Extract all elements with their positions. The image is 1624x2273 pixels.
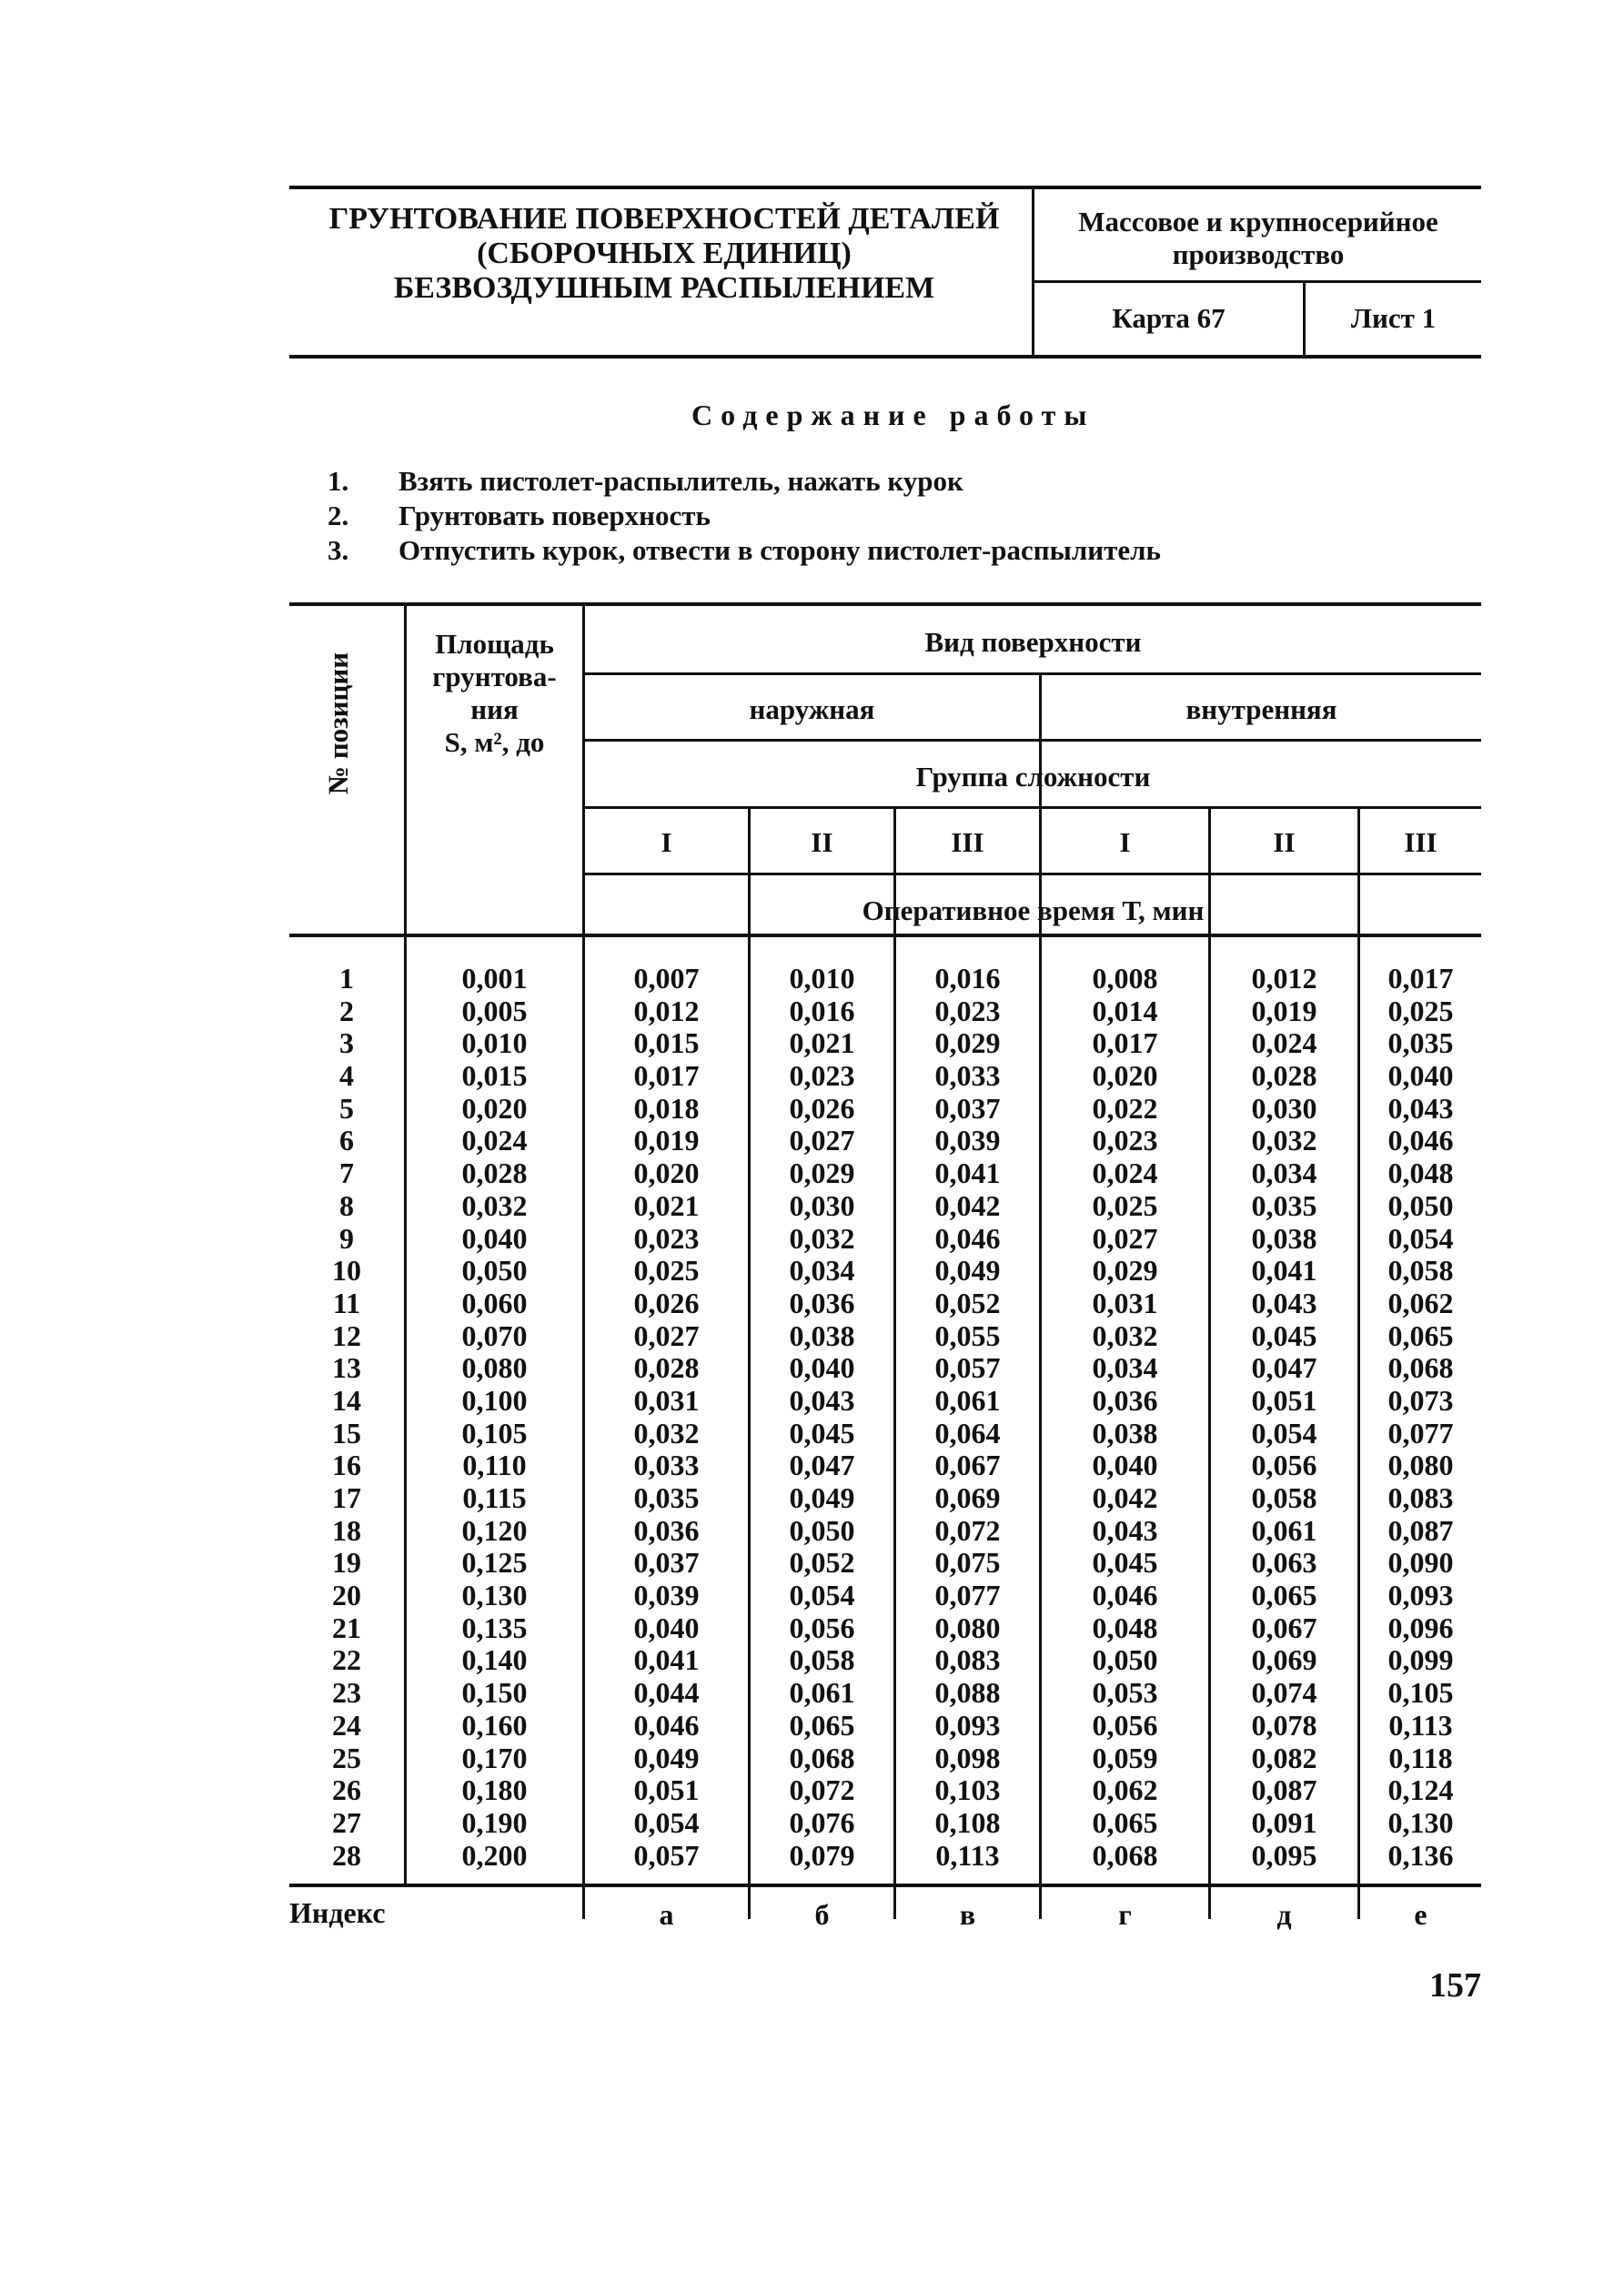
area-cell: 0,125 <box>461 1546 528 1580</box>
time-cell: 0,049 <box>633 1741 700 1774</box>
time-cell: 0,090 <box>1387 1546 1454 1580</box>
group-header: II <box>811 826 833 858</box>
time-cell: 0,031 <box>633 1383 700 1417</box>
time-cell: 0,047 <box>1251 1351 1317 1385</box>
area-cell: 0,060 <box>461 1286 528 1319</box>
work-step <box>328 499 1161 533</box>
time-cell: 0,093 <box>1387 1579 1454 1612</box>
time-cell: 0,056 <box>789 1611 855 1644</box>
area-cell: 0,100 <box>461 1383 528 1417</box>
time-cell: 0,062 <box>1092 1773 1158 1807</box>
time-cell: 0,042 <box>1092 1481 1158 1514</box>
time-cell: 0,048 <box>1092 1611 1158 1644</box>
time-cell: 0,015 <box>633 1026 700 1060</box>
time-cell: 0,063 <box>1251 1546 1317 1580</box>
time-cell: 0,049 <box>789 1481 855 1514</box>
time-cell: 0,082 <box>1251 1741 1317 1774</box>
area-column <box>407 963 582 1872</box>
area-cell: 0,032 <box>461 1188 528 1222</box>
time-cell: 0,087 <box>1251 1773 1317 1807</box>
card-title <box>300 202 1028 306</box>
time-cell: 0,054 <box>789 1579 855 1612</box>
time-cell: 0,040 <box>1387 1059 1454 1093</box>
time-cell: 0,062 <box>1387 1286 1454 1319</box>
position-cell: 1 <box>339 962 354 995</box>
time-cell: 0,037 <box>934 1091 1001 1125</box>
time-cell: 0,032 <box>1251 1124 1317 1157</box>
time-cell: 0,014 <box>1092 994 1158 1027</box>
time-cell: 0,072 <box>934 1513 1001 1547</box>
time-cell: 0,065 <box>1387 1318 1454 1352</box>
time-cell: 0,077 <box>934 1579 1001 1612</box>
position-cell: 28 <box>332 1838 361 1872</box>
work-step-number: 1. <box>328 465 349 497</box>
table-top-rule <box>289 602 1481 606</box>
area-cell: 0,010 <box>461 1026 528 1060</box>
time-cell: 0,020 <box>633 1157 700 1190</box>
area-header-line: S, м², до <box>444 726 545 758</box>
time-cell: 0,041 <box>633 1643 700 1677</box>
index-letter: в <box>959 1898 976 1931</box>
position-cell: 9 <box>339 1221 354 1255</box>
time-cell: 0,043 <box>1092 1513 1158 1547</box>
time-cell: 0,036 <box>1092 1383 1158 1417</box>
position-cell: 27 <box>332 1805 361 1839</box>
time-cell: 0,078 <box>1251 1708 1317 1742</box>
index-letter: г <box>1118 1898 1132 1931</box>
time-cell: 0,018 <box>633 1091 700 1125</box>
time-cell: 0,048 <box>1387 1157 1454 1190</box>
time-cell: 0,045 <box>789 1416 855 1450</box>
rule-below-complexity <box>582 806 1481 809</box>
card-title-line: (СБОРОЧНЫХ ЕДИНИЦ) <box>477 237 852 270</box>
time-cell: 0,103 <box>934 1773 1001 1807</box>
time-cell: 0,032 <box>1092 1318 1158 1352</box>
position-cell: 26 <box>332 1773 361 1807</box>
time-cell: 0,099 <box>1387 1643 1454 1677</box>
card-title-line: БЕЗВОЗДУШНЫМ РАСПЫЛЕНИЕМ <box>393 271 935 305</box>
position-cell: 8 <box>339 1188 354 1222</box>
area-cell: 0,170 <box>461 1741 528 1774</box>
time-cell: 0,056 <box>1251 1449 1317 1482</box>
time-cell: 0,023 <box>934 994 1001 1027</box>
time-cell: 0,052 <box>789 1546 855 1580</box>
time-cell: 0,088 <box>934 1676 1001 1710</box>
time-cell: 0,022 <box>1092 1091 1158 1125</box>
time-cell: 0,049 <box>934 1254 1001 1288</box>
time-cell: 0,028 <box>633 1351 700 1385</box>
time-cell: 0,032 <box>789 1221 855 1255</box>
time-cell: 0,035 <box>1251 1188 1317 1222</box>
time-cell: 0,044 <box>633 1676 700 1710</box>
time-cell: 0,105 <box>1387 1676 1454 1710</box>
area-cell: 0,115 <box>462 1481 527 1514</box>
time-cell: 0,093 <box>934 1708 1001 1742</box>
time-cell: 0,051 <box>633 1773 700 1807</box>
time-cell: 0,058 <box>1251 1481 1317 1514</box>
header-right-split <box>1032 280 1481 283</box>
time-cell: 0,029 <box>789 1157 855 1190</box>
position-cell: 6 <box>339 1124 354 1157</box>
time-cell: 0,020 <box>1092 1059 1158 1093</box>
time-cell: 0,067 <box>934 1449 1001 1482</box>
position-cell: 15 <box>332 1416 361 1450</box>
position-cell: 22 <box>332 1643 361 1677</box>
card-number: Карта 67 <box>1112 302 1226 334</box>
time-cell: 0,021 <box>633 1188 700 1222</box>
time-cell: 0,075 <box>934 1546 1001 1580</box>
work-step <box>328 533 1161 568</box>
time-cell: 0,054 <box>1387 1221 1454 1255</box>
group-header: III <box>951 826 984 858</box>
time-cell: 0,065 <box>1092 1805 1158 1839</box>
time-cell: 0,040 <box>633 1611 700 1644</box>
time-cell: 0,087 <box>1387 1513 1454 1547</box>
time-cell: 0,030 <box>1251 1091 1317 1125</box>
time-cell: 0,025 <box>1387 994 1454 1027</box>
area-header-line: грунтова- <box>432 661 557 692</box>
time-cell: 0,072 <box>789 1773 855 1807</box>
time-cell: 0,012 <box>633 994 700 1027</box>
time-cell: 0,032 <box>633 1416 700 1450</box>
area-cell: 0,040 <box>461 1221 528 1255</box>
time-cell: 0,098 <box>934 1741 1001 1774</box>
time-column <box>1042 963 1208 1872</box>
time-cell: 0,034 <box>1092 1351 1158 1385</box>
time-cell: 0,028 <box>1251 1059 1317 1093</box>
rule-below-surface <box>582 672 1481 675</box>
work-step <box>328 464 1161 499</box>
time-cell: 0,076 <box>789 1805 855 1839</box>
time-cell: 0,074 <box>1251 1676 1317 1710</box>
time-cell: 0,026 <box>633 1286 700 1319</box>
area-header-line: ния <box>470 693 519 725</box>
index-label: Индекс <box>289 1896 386 1929</box>
group-header: I <box>1119 826 1131 858</box>
area-cell: 0,200 <box>461 1838 528 1872</box>
time-cell: 0,045 <box>1092 1546 1158 1580</box>
time-cell: 0,038 <box>1092 1416 1158 1450</box>
header-top-rule <box>289 186 1481 189</box>
time-cell: 0,017 <box>1387 962 1454 995</box>
time-cell: 0,118 <box>1388 1741 1453 1774</box>
time-cell: 0,017 <box>1092 1026 1158 1060</box>
group-header: III <box>1404 826 1437 858</box>
position-cell: 16 <box>332 1449 361 1482</box>
time-cell: 0,046 <box>633 1708 700 1742</box>
time-cell: 0,108 <box>934 1805 1001 1839</box>
time-cell: 0,079 <box>789 1838 855 1872</box>
time-cell: 0,045 <box>1251 1318 1317 1352</box>
time-cell: 0,019 <box>633 1124 700 1157</box>
group-header: II <box>1273 826 1296 858</box>
work-step-number: 3. <box>328 534 349 566</box>
time-cell: 0,046 <box>934 1221 1001 1255</box>
time-column <box>1360 963 1481 1872</box>
time-cell: 0,113 <box>1388 1708 1453 1742</box>
time-cell: 0,124 <box>1387 1773 1454 1807</box>
time-column <box>1211 963 1357 1872</box>
position-cell: 14 <box>332 1383 361 1417</box>
position-cell: 12 <box>332 1318 361 1352</box>
time-cell: 0,091 <box>1251 1805 1317 1839</box>
time-cell: 0,033 <box>633 1449 700 1482</box>
position-cell: 5 <box>339 1091 354 1125</box>
time-cell: 0,034 <box>789 1254 855 1288</box>
position-cell: 13 <box>332 1351 361 1385</box>
area-cell: 0,140 <box>461 1643 528 1677</box>
time-cell: 0,061 <box>1251 1513 1317 1547</box>
position-cell: 11 <box>332 1286 361 1319</box>
time-cell: 0,056 <box>1092 1708 1158 1742</box>
card-title-line: ГРУНТОВАНИЕ ПОВЕРХНОСТЕЙ ДЕТАЛЕЙ <box>328 202 1000 236</box>
time-cell: 0,057 <box>633 1838 700 1872</box>
time-cell: 0,053 <box>1092 1676 1158 1710</box>
time-cell: 0,051 <box>1251 1383 1317 1417</box>
time-column <box>585 963 748 1872</box>
time-cell: 0,027 <box>633 1318 700 1352</box>
position-cell: 21 <box>332 1611 361 1644</box>
index-letter: а <box>659 1898 674 1931</box>
time-cell: 0,059 <box>1092 1741 1158 1774</box>
time-cell: 0,061 <box>789 1676 855 1710</box>
position-cell: 19 <box>332 1546 361 1580</box>
operative-time-header: Оперативное время Т, мин <box>862 894 1205 926</box>
time-cell: 0,064 <box>934 1416 1001 1450</box>
time-cell: 0,038 <box>1251 1221 1317 1255</box>
time-cell: 0,039 <box>633 1579 700 1612</box>
complexity-group-header: Группа сложности <box>915 761 1151 793</box>
area-cell: 0,020 <box>461 1091 528 1125</box>
area-cell: 0,105 <box>461 1416 528 1450</box>
time-cell: 0,095 <box>1251 1838 1317 1872</box>
area-cell: 0,070 <box>461 1318 528 1352</box>
position-cell: 25 <box>332 1741 361 1774</box>
area-cell: 0,001 <box>461 962 528 995</box>
time-cell: 0,077 <box>1387 1416 1454 1450</box>
work-step-text: Взять пистолет-распылитель, нажать курок <box>398 465 963 497</box>
time-cell: 0,016 <box>789 994 855 1027</box>
time-cell: 0,057 <box>934 1351 1001 1385</box>
time-column <box>896 963 1039 1872</box>
time-cell: 0,054 <box>633 1805 700 1839</box>
time-cell: 0,046 <box>1092 1579 1158 1612</box>
time-cell: 0,008 <box>1092 962 1158 995</box>
rule-below-outer-inner <box>582 739 1481 742</box>
time-cell: 0,034 <box>1251 1157 1317 1190</box>
time-cell: 0,036 <box>789 1286 855 1319</box>
production-type-line: производство <box>1172 238 1345 270</box>
time-cell: 0,023 <box>1092 1124 1158 1157</box>
time-cell: 0,055 <box>934 1318 1001 1352</box>
index-letter: д <box>1276 1898 1292 1931</box>
position-header: № позиции <box>322 652 354 795</box>
area-cell: 0,150 <box>461 1676 528 1710</box>
area-cell: 0,028 <box>461 1157 528 1190</box>
time-cell: 0,050 <box>789 1513 855 1547</box>
time-cell: 0,054 <box>1251 1416 1317 1450</box>
position-column <box>289 963 404 1872</box>
time-cell: 0,080 <box>934 1611 1001 1644</box>
time-cell: 0,061 <box>934 1383 1001 1417</box>
time-cell: 0,069 <box>934 1481 1001 1514</box>
time-cell: 0,039 <box>934 1124 1001 1157</box>
time-cell: 0,043 <box>1251 1286 1317 1319</box>
time-cell: 0,069 <box>1251 1643 1317 1677</box>
time-cell: 0,043 <box>789 1383 855 1417</box>
work-step-text: Грунтовать поверхность <box>398 500 711 531</box>
time-cell: 0,025 <box>1092 1188 1158 1222</box>
time-cell: 0,067 <box>1251 1611 1317 1644</box>
table-bottom-rule <box>289 1884 1481 1887</box>
area-cell: 0,190 <box>461 1805 528 1839</box>
area-cell: 0,180 <box>461 1773 528 1807</box>
time-cell: 0,096 <box>1387 1611 1454 1644</box>
time-cell: 0,038 <box>789 1318 855 1352</box>
work-step-text: Отпустить курок, отвести в сторону пистолет-распылитель <box>398 534 1161 566</box>
position-cell: 18 <box>332 1513 361 1547</box>
time-cell: 0,027 <box>789 1124 855 1157</box>
index-letter: б <box>814 1898 830 1931</box>
area-cell: 0,080 <box>461 1351 528 1385</box>
position-cell: 24 <box>332 1708 361 1742</box>
time-cell: 0,007 <box>633 962 700 995</box>
position-cell: 10 <box>332 1254 361 1288</box>
time-cell: 0,041 <box>934 1157 1001 1190</box>
time-cell: 0,130 <box>1387 1805 1454 1839</box>
surface-type-header: Вид поверхности <box>924 626 1142 658</box>
time-cell: 0,016 <box>934 962 1001 995</box>
production-type-line: Массовое и крупносерийное <box>1078 206 1438 237</box>
time-cell: 0,058 <box>789 1643 855 1677</box>
time-cell: 0,010 <box>789 962 855 995</box>
time-cell: 0,021 <box>789 1026 855 1060</box>
area-header-line: Площадь <box>435 628 554 660</box>
time-cell: 0,025 <box>633 1254 700 1288</box>
area-cell: 0,120 <box>461 1513 528 1547</box>
time-cell: 0,083 <box>1387 1481 1454 1514</box>
index-letter: е <box>1414 1898 1427 1931</box>
table-header-bottom-rule <box>289 934 1481 937</box>
time-cell: 0,019 <box>1251 994 1317 1027</box>
time-cell: 0,047 <box>789 1449 855 1482</box>
area-cell: 0,024 <box>461 1124 528 1157</box>
time-cell: 0,041 <box>1251 1254 1317 1288</box>
time-cell: 0,068 <box>1387 1351 1454 1385</box>
production-type <box>1037 206 1479 271</box>
position-cell: 4 <box>339 1059 354 1093</box>
time-cell: 0,037 <box>633 1546 700 1580</box>
time-cell: 0,040 <box>1092 1449 1158 1482</box>
time-cell: 0,136 <box>1387 1838 1454 1872</box>
time-cell: 0,017 <box>633 1059 700 1093</box>
time-cell: 0,050 <box>1092 1643 1158 1677</box>
time-cell: 0,073 <box>1387 1383 1454 1417</box>
area-cell: 0,130 <box>461 1579 528 1612</box>
time-cell: 0,040 <box>789 1351 855 1385</box>
time-cell: 0,023 <box>633 1221 700 1255</box>
position-cell: 23 <box>332 1676 361 1710</box>
area-cell: 0,005 <box>461 994 528 1027</box>
time-cell: 0,052 <box>934 1286 1001 1319</box>
area-cell: 0,110 <box>462 1449 527 1482</box>
time-cell: 0,023 <box>789 1059 855 1093</box>
time-cell: 0,035 <box>1387 1026 1454 1060</box>
page-number: 157 <box>1429 1966 1481 2005</box>
time-cell: 0,050 <box>1387 1188 1454 1222</box>
time-cell: 0,113 <box>935 1838 1000 1872</box>
rule-below-groups <box>582 873 1481 875</box>
time-cell: 0,046 <box>1387 1124 1454 1157</box>
time-cell: 0,043 <box>1387 1091 1454 1125</box>
time-cell: 0,065 <box>1251 1579 1317 1612</box>
inner-surface-header: внутренняя <box>1185 693 1337 725</box>
outer-surface-header: наружная <box>749 693 875 725</box>
time-cell: 0,029 <box>934 1026 1001 1060</box>
time-cell: 0,031 <box>1092 1286 1158 1319</box>
area-cell: 0,135 <box>461 1611 528 1644</box>
time-cell: 0,027 <box>1092 1221 1158 1255</box>
time-cell: 0,033 <box>934 1059 1001 1093</box>
time-cell: 0,083 <box>934 1643 1001 1677</box>
sheet-number: Лист 1 <box>1350 302 1437 334</box>
time-cell: 0,024 <box>1251 1026 1317 1060</box>
area-header <box>407 628 582 759</box>
time-column <box>751 963 893 1872</box>
position-cell: 7 <box>339 1157 354 1190</box>
time-cell: 0,080 <box>1387 1449 1454 1482</box>
time-cell: 0,068 <box>789 1741 855 1774</box>
time-cell: 0,042 <box>934 1188 1001 1222</box>
time-cell: 0,030 <box>789 1188 855 1222</box>
time-cell: 0,068 <box>1092 1838 1158 1872</box>
time-cell: 0,024 <box>1092 1157 1158 1190</box>
time-cell: 0,026 <box>789 1091 855 1125</box>
position-cell: 20 <box>332 1579 361 1612</box>
work-contents-title: Содержание работы <box>691 399 1095 431</box>
time-cell: 0,065 <box>789 1708 855 1742</box>
time-cell: 0,058 <box>1387 1254 1454 1288</box>
position-cell: 17 <box>332 1481 361 1514</box>
group-header: I <box>661 826 672 858</box>
time-cell: 0,035 <box>633 1481 700 1514</box>
work-step-number: 2. <box>328 500 349 531</box>
area-cell: 0,050 <box>461 1254 528 1288</box>
time-cell: 0,012 <box>1251 962 1317 995</box>
area-cell: 0,160 <box>461 1708 528 1742</box>
area-cell: 0,015 <box>461 1059 528 1093</box>
time-cell: 0,036 <box>633 1513 700 1547</box>
time-cell: 0,029 <box>1092 1254 1158 1288</box>
position-cell: 3 <box>339 1026 354 1060</box>
position-cell: 2 <box>339 994 354 1027</box>
work-steps <box>328 464 1161 568</box>
